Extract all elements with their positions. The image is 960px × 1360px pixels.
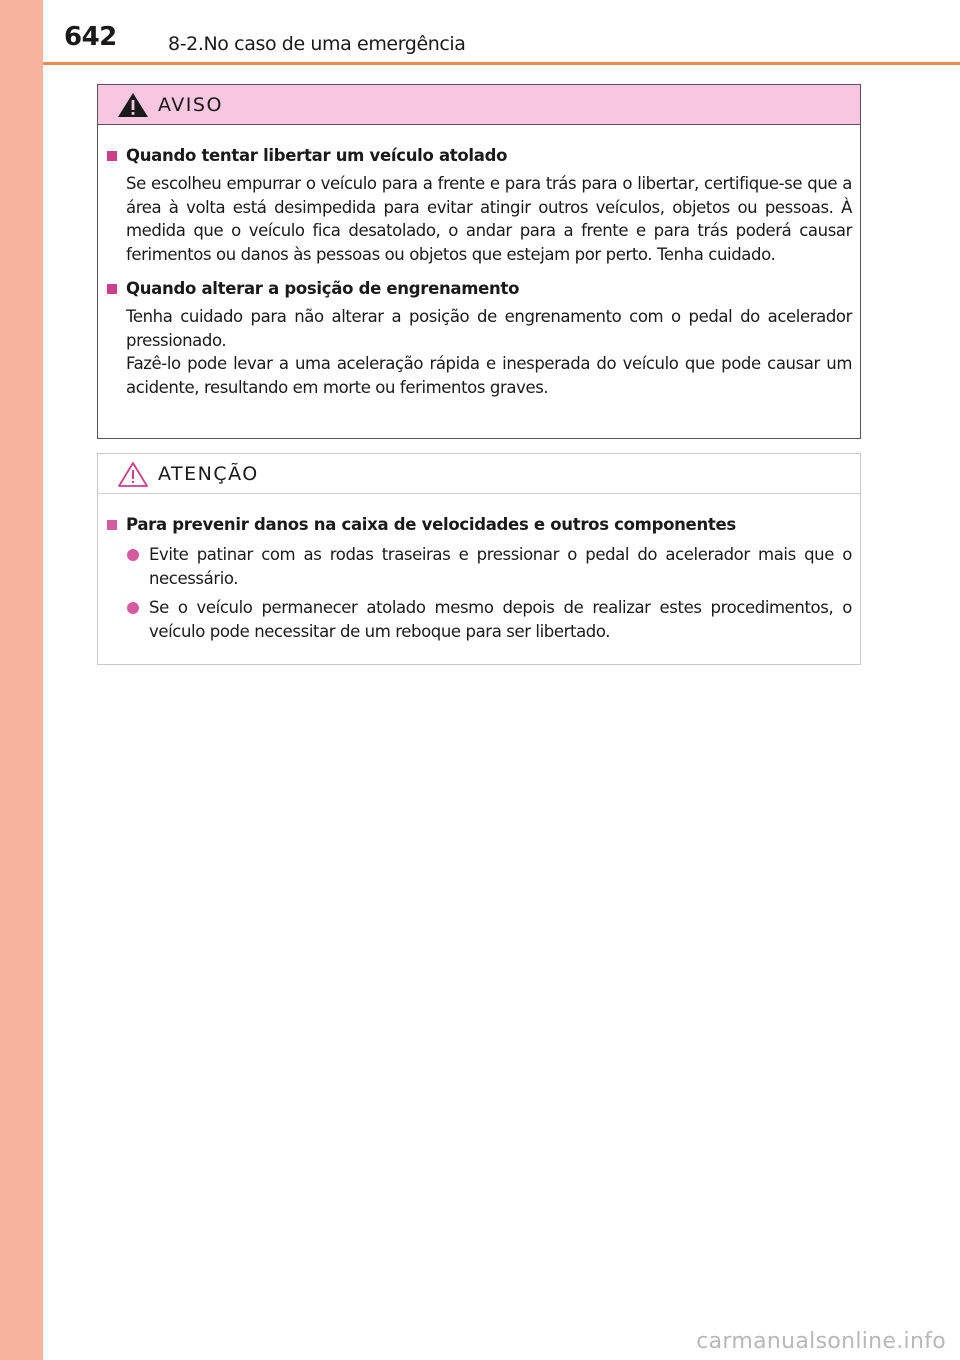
watermark: carmanualsonline.info bbox=[696, 1329, 946, 1354]
warning-box bbox=[97, 84, 861, 439]
side-color-band bbox=[0, 0, 43, 1360]
section-title: 8-2.No caso de uma emergência bbox=[168, 33, 466, 55]
warning-item-paragraph: Se escolheu empurrar o veículo para a frente e para trás para o libertar, certifique-se que a área à volta está desimpedida para evitar atingir outros veículos, objetos ou pessoas. À medida que o veículo fica desatolado, o andar para a frente e para trás poderá causar ferimentos ou danos às pessoas ou objetos que estejam por perto. Tenha cuidado. bbox=[126, 174, 852, 264]
warning-item-paragraph: Fazê-lo pode levar a uma aceleração rápida e inesperada do veículo que pode causar um acidente, resultando em morte ou ferimentos graves. bbox=[126, 354, 852, 397]
warning-item-title-text: Quando tentar libertar um veículo atolado bbox=[126, 146, 508, 165]
caution-bullet-item bbox=[126, 543, 852, 590]
caution-item-title-text: Para prevenir danos na caixa de velocidades e outros componentes bbox=[126, 515, 736, 534]
caution-box-body bbox=[98, 494, 860, 643]
warning-item-title bbox=[105, 277, 852, 301]
warning-item-title bbox=[105, 144, 852, 168]
warning-box-header bbox=[98, 85, 860, 125]
caution-bullet-item bbox=[126, 596, 852, 643]
circle-bullet-icon bbox=[127, 549, 139, 561]
square-bullet-icon bbox=[107, 520, 117, 530]
page-number: 642 bbox=[64, 22, 117, 52]
warning-label: AVISO bbox=[158, 94, 223, 116]
circle-bullet-icon bbox=[127, 602, 139, 614]
warning-item-paragraph: Tenha cuidado para não alterar a posição de engrenamento com o pedal do acelerador pressionado. bbox=[126, 307, 852, 350]
warning-box-body bbox=[98, 125, 860, 399]
warning-triangle-icon bbox=[116, 91, 150, 119]
warning-item-title-text: Quando alterar a posição de engrenamento bbox=[126, 279, 520, 298]
caution-bullet-text: Evite patinar com as rodas traseiras e pressionar o pedal do acelerador mais que o necessário. bbox=[149, 545, 852, 588]
header-rule bbox=[43, 62, 960, 65]
caution-item-title bbox=[105, 513, 852, 537]
caution-triangle-outline-icon bbox=[116, 460, 150, 488]
square-bullet-icon bbox=[107, 284, 117, 294]
caution-box bbox=[97, 453, 861, 665]
caution-label: ATENÇÃO bbox=[158, 463, 259, 485]
square-bullet-icon bbox=[107, 151, 117, 161]
caution-bullet-text: Se o veículo permanecer atolado mesmo depois de realizar estes procedimentos, o veículo pode necessitar de um reboque para ser libertado. bbox=[149, 598, 852, 641]
caution-box-header bbox=[98, 454, 860, 494]
